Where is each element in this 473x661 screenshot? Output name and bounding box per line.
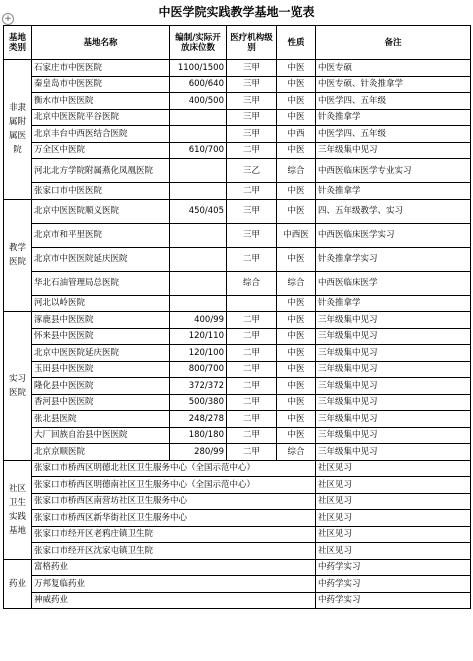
level-cell: 三甲 — [227, 60, 277, 77]
table-row — [4, 295, 471, 312]
beds-cell: 372/372 — [170, 378, 227, 395]
table-row — [4, 271, 471, 295]
remark-cell: 社区见习 — [316, 510, 471, 527]
level-cell: 三甲 — [227, 76, 277, 93]
remark-cell: 中医专硕 — [316, 60, 471, 77]
name-cell: 张家口市桥西区明德北社区卫生服务中心（全国示范中心） — [32, 460, 316, 477]
beds-cell: 400/500 — [170, 93, 227, 110]
table-row — [4, 543, 471, 560]
page-title: 中医学院实践教学基地一览表 — [158, 5, 315, 19]
level-cell: 三甲 — [227, 223, 277, 247]
table-row — [4, 526, 471, 543]
name-cell: 张家口市桥西区新华街社区卫生服务中心 — [32, 510, 316, 527]
nature-cell: 中医 — [277, 142, 316, 159]
table-row — [4, 199, 471, 223]
table-row — [4, 60, 471, 77]
name-cell: 富格药业 — [32, 559, 316, 576]
name-cell: 石家庄市中医医院 — [32, 60, 170, 77]
level-cell: 二甲 — [227, 427, 277, 444]
remark-cell: 三年级集中见习 — [316, 345, 471, 362]
remark-cell: 三年级集中见习 — [316, 361, 471, 378]
remark-cell: 三年级集中见习 — [316, 444, 471, 461]
level-cell: 二甲 — [227, 247, 277, 271]
level-cell: 二甲 — [227, 378, 277, 395]
level-cell: 二甲 — [227, 328, 277, 345]
level-cell: 三甲 — [227, 93, 277, 110]
base-table — [3, 25, 471, 609]
remark-cell: 针灸推拿学实习 — [316, 247, 471, 271]
header-name: 基地名称 — [32, 26, 170, 60]
table-row — [4, 378, 471, 395]
name-cell: 隆化县中医医院 — [32, 378, 170, 395]
nature-cell: 中医 — [277, 361, 316, 378]
beds-cell: 600/640 — [170, 76, 227, 93]
beds-cell — [170, 295, 227, 312]
level-cell: 二甲 — [227, 312, 277, 329]
category-cell: 药业 — [4, 559, 32, 609]
beds-cell — [170, 159, 227, 183]
level-cell: 综合 — [227, 271, 277, 295]
name-cell: 北京中医医院延庆医院 — [32, 345, 170, 362]
name-cell: 北京中医医院平谷医院 — [32, 109, 170, 126]
table-row — [4, 247, 471, 271]
level-cell: 三乙 — [227, 159, 277, 183]
remark-cell: 中西医临床医学 — [316, 271, 471, 295]
table-row — [4, 559, 471, 576]
name-cell: 玉田县中医医院 — [32, 361, 170, 378]
remark-cell: 三年级集中见习 — [316, 328, 471, 345]
level-cell: 三甲 — [227, 109, 277, 126]
remark-cell: 三年级集中见习 — [316, 411, 471, 428]
nature-cell: 中医 — [277, 109, 316, 126]
name-cell: 北京丰台中西医结合医院 — [32, 126, 170, 143]
level-cell: 三甲 — [227, 199, 277, 223]
level-cell: 二甲 — [227, 361, 277, 378]
nature-cell: 中医 — [277, 427, 316, 444]
name-cell: 万邦复临药业 — [32, 576, 316, 593]
table-row — [4, 183, 471, 200]
table-row — [4, 126, 471, 143]
remark-cell: 社区见习 — [316, 493, 471, 510]
beds-cell: 280/99 — [170, 444, 227, 461]
beds-cell — [170, 271, 227, 295]
table-row — [4, 159, 471, 183]
remark-cell: 四、五年级教学、实习 — [316, 199, 471, 223]
nature-cell: 中医 — [277, 93, 316, 110]
name-cell: 张家口市经开区沈家屯镇卫生院 — [32, 543, 316, 560]
beds-cell: 180/180 — [170, 427, 227, 444]
nature-cell: 中医 — [277, 312, 316, 329]
header-remark: 备注 — [316, 26, 471, 60]
table-row — [4, 444, 471, 461]
remark-cell: 社区见习 — [316, 526, 471, 543]
table-row — [4, 76, 471, 93]
name-cell: 北京市中医医院延庆医院 — [32, 247, 170, 271]
table-row — [4, 411, 471, 428]
remark-cell: 中西医临床医学专业实习 — [316, 159, 471, 183]
remark-cell: 三年级集中见习 — [316, 427, 471, 444]
level-cell: 二甲 — [227, 444, 277, 461]
table-row — [4, 328, 471, 345]
remark-cell: 中医专硕、针灸推拿学 — [316, 76, 471, 93]
remark-cell: 中医学四、五年级 — [316, 93, 471, 110]
nature-cell: 中医 — [277, 295, 316, 312]
remark-cell: 针灸推拿学 — [316, 183, 471, 200]
nature-cell: 中医 — [277, 345, 316, 362]
nature-cell: 中医 — [277, 247, 316, 271]
table-move-handle-icon[interactable]: + — [2, 13, 14, 25]
level-cell: 二甲 — [227, 394, 277, 411]
level-cell: 二甲 — [227, 411, 277, 428]
nature-cell: 中医 — [277, 394, 316, 411]
nature-cell: 中医 — [277, 183, 316, 200]
name-cell: 秦皇岛市中医医院 — [32, 76, 170, 93]
remark-cell: 三年级集中见习 — [316, 378, 471, 395]
beds-cell: 248/278 — [170, 411, 227, 428]
nature-cell: 综合 — [277, 271, 316, 295]
level-cell: 二甲 — [227, 142, 277, 159]
name-cell: 华北石油管理局总医院 — [32, 271, 170, 295]
header-nature: 性质 — [277, 26, 316, 60]
table-row — [4, 223, 471, 247]
name-cell: 张家口市桥西区南营坊社区卫生服务中心 — [32, 493, 316, 510]
table-row — [4, 477, 471, 494]
remark-cell: 三年级集中见习 — [316, 142, 471, 159]
beds-cell: 400/99 — [170, 312, 227, 329]
remark-cell: 社区见习 — [316, 543, 471, 560]
beds-cell — [170, 109, 227, 126]
remark-cell: 三年级集中见习 — [316, 312, 471, 329]
table-row — [4, 493, 471, 510]
name-cell: 河北北方学院附属燕化凤凰医院 — [32, 159, 170, 183]
remark-cell: 针灸推拿学 — [316, 295, 471, 312]
beds-cell: 120/100 — [170, 345, 227, 362]
name-cell: 张家口市桥西区明德南社区卫生服务中心（全国示范中心） — [32, 477, 316, 494]
nature-cell: 综合 — [277, 444, 316, 461]
beds-cell: 500/380 — [170, 394, 227, 411]
beds-cell: 450/405 — [170, 199, 227, 223]
remark-cell: 三年级集中见习 — [316, 394, 471, 411]
name-cell: 张家口市经开区老鸦庄镇卫生院 — [32, 526, 316, 543]
name-cell: 神威药业 — [32, 592, 316, 609]
category-cell: 教学医院 — [4, 199, 32, 312]
name-cell: 北京京顺医院 — [32, 444, 170, 461]
table-row — [4, 361, 471, 378]
header-category: 基地类别 — [4, 26, 32, 60]
header-beds: 编制/实际开放床位数 — [170, 26, 227, 60]
beds-cell — [170, 126, 227, 143]
beds-cell: 800/700 — [170, 361, 227, 378]
name-cell: 涿鹿县中医医院 — [32, 312, 170, 329]
category-cell: 实习医院 — [4, 312, 32, 461]
remark-cell: 中药学实习 — [316, 559, 471, 576]
name-cell: 衡水市中医医院 — [32, 93, 170, 110]
nature-cell: 综合 — [277, 159, 316, 183]
remark-cell: 中西医临床医学实习 — [316, 223, 471, 247]
name-cell: 北京中医医院顺义医院 — [32, 199, 170, 223]
name-cell: 张北县医院 — [32, 411, 170, 428]
name-cell: 万全区中医院 — [32, 142, 170, 159]
beds-cell — [170, 247, 227, 271]
nature-cell: 中医 — [277, 60, 316, 77]
table-row — [4, 312, 471, 329]
category-cell: 社区卫生实践基地 — [4, 460, 32, 559]
nature-cell: 中西医 — [277, 223, 316, 247]
beds-cell — [170, 183, 227, 200]
table-row — [4, 394, 471, 411]
level-cell: 三甲 — [227, 126, 277, 143]
remark-cell: 针灸推拿学 — [316, 109, 471, 126]
nature-cell: 中医 — [277, 411, 316, 428]
level-cell: 二甲 — [227, 345, 277, 362]
table-row — [4, 345, 471, 362]
name-cell: 河北以岭医院 — [32, 295, 170, 312]
remark-cell: 社区见习 — [316, 477, 471, 494]
name-cell: 张家口市中医医院 — [32, 183, 170, 200]
beds-cell: 610/700 — [170, 142, 227, 159]
table-row — [4, 109, 471, 126]
nature-cell: 中西 — [277, 126, 316, 143]
nature-cell: 中医 — [277, 328, 316, 345]
nature-cell: 中医 — [277, 199, 316, 223]
remark-cell: 中药学实习 — [316, 576, 471, 593]
remark-cell: 中药学实习 — [316, 592, 471, 609]
level-cell — [227, 295, 277, 312]
table-row — [4, 427, 471, 444]
name-cell: 怀来县中医医院 — [32, 328, 170, 345]
table-row — [4, 510, 471, 527]
name-cell: 大厂回族自治县中医医院 — [32, 427, 170, 444]
table-body — [4, 60, 471, 609]
beds-cell: 1100/1500 — [170, 60, 227, 77]
table-row — [4, 142, 471, 159]
beds-cell — [170, 223, 227, 247]
remark-cell: 社区见习 — [316, 460, 471, 477]
name-cell: 香河县中医医院 — [32, 394, 170, 411]
remark-cell: 中医学四、五年级 — [316, 126, 471, 143]
table-row — [4, 576, 471, 593]
nature-cell: 中医 — [277, 378, 316, 395]
table-row — [4, 460, 471, 477]
name-cell: 北京市和平里医院 — [32, 223, 170, 247]
nature-cell: 中医 — [277, 76, 316, 93]
level-cell: 二甲 — [227, 183, 277, 200]
category-cell: 非隶属附属医院 — [4, 60, 32, 200]
table-row — [4, 93, 471, 110]
header-level: 医疗机构级别 — [227, 26, 277, 60]
table-row — [4, 592, 471, 609]
beds-cell: 120/110 — [170, 328, 227, 345]
